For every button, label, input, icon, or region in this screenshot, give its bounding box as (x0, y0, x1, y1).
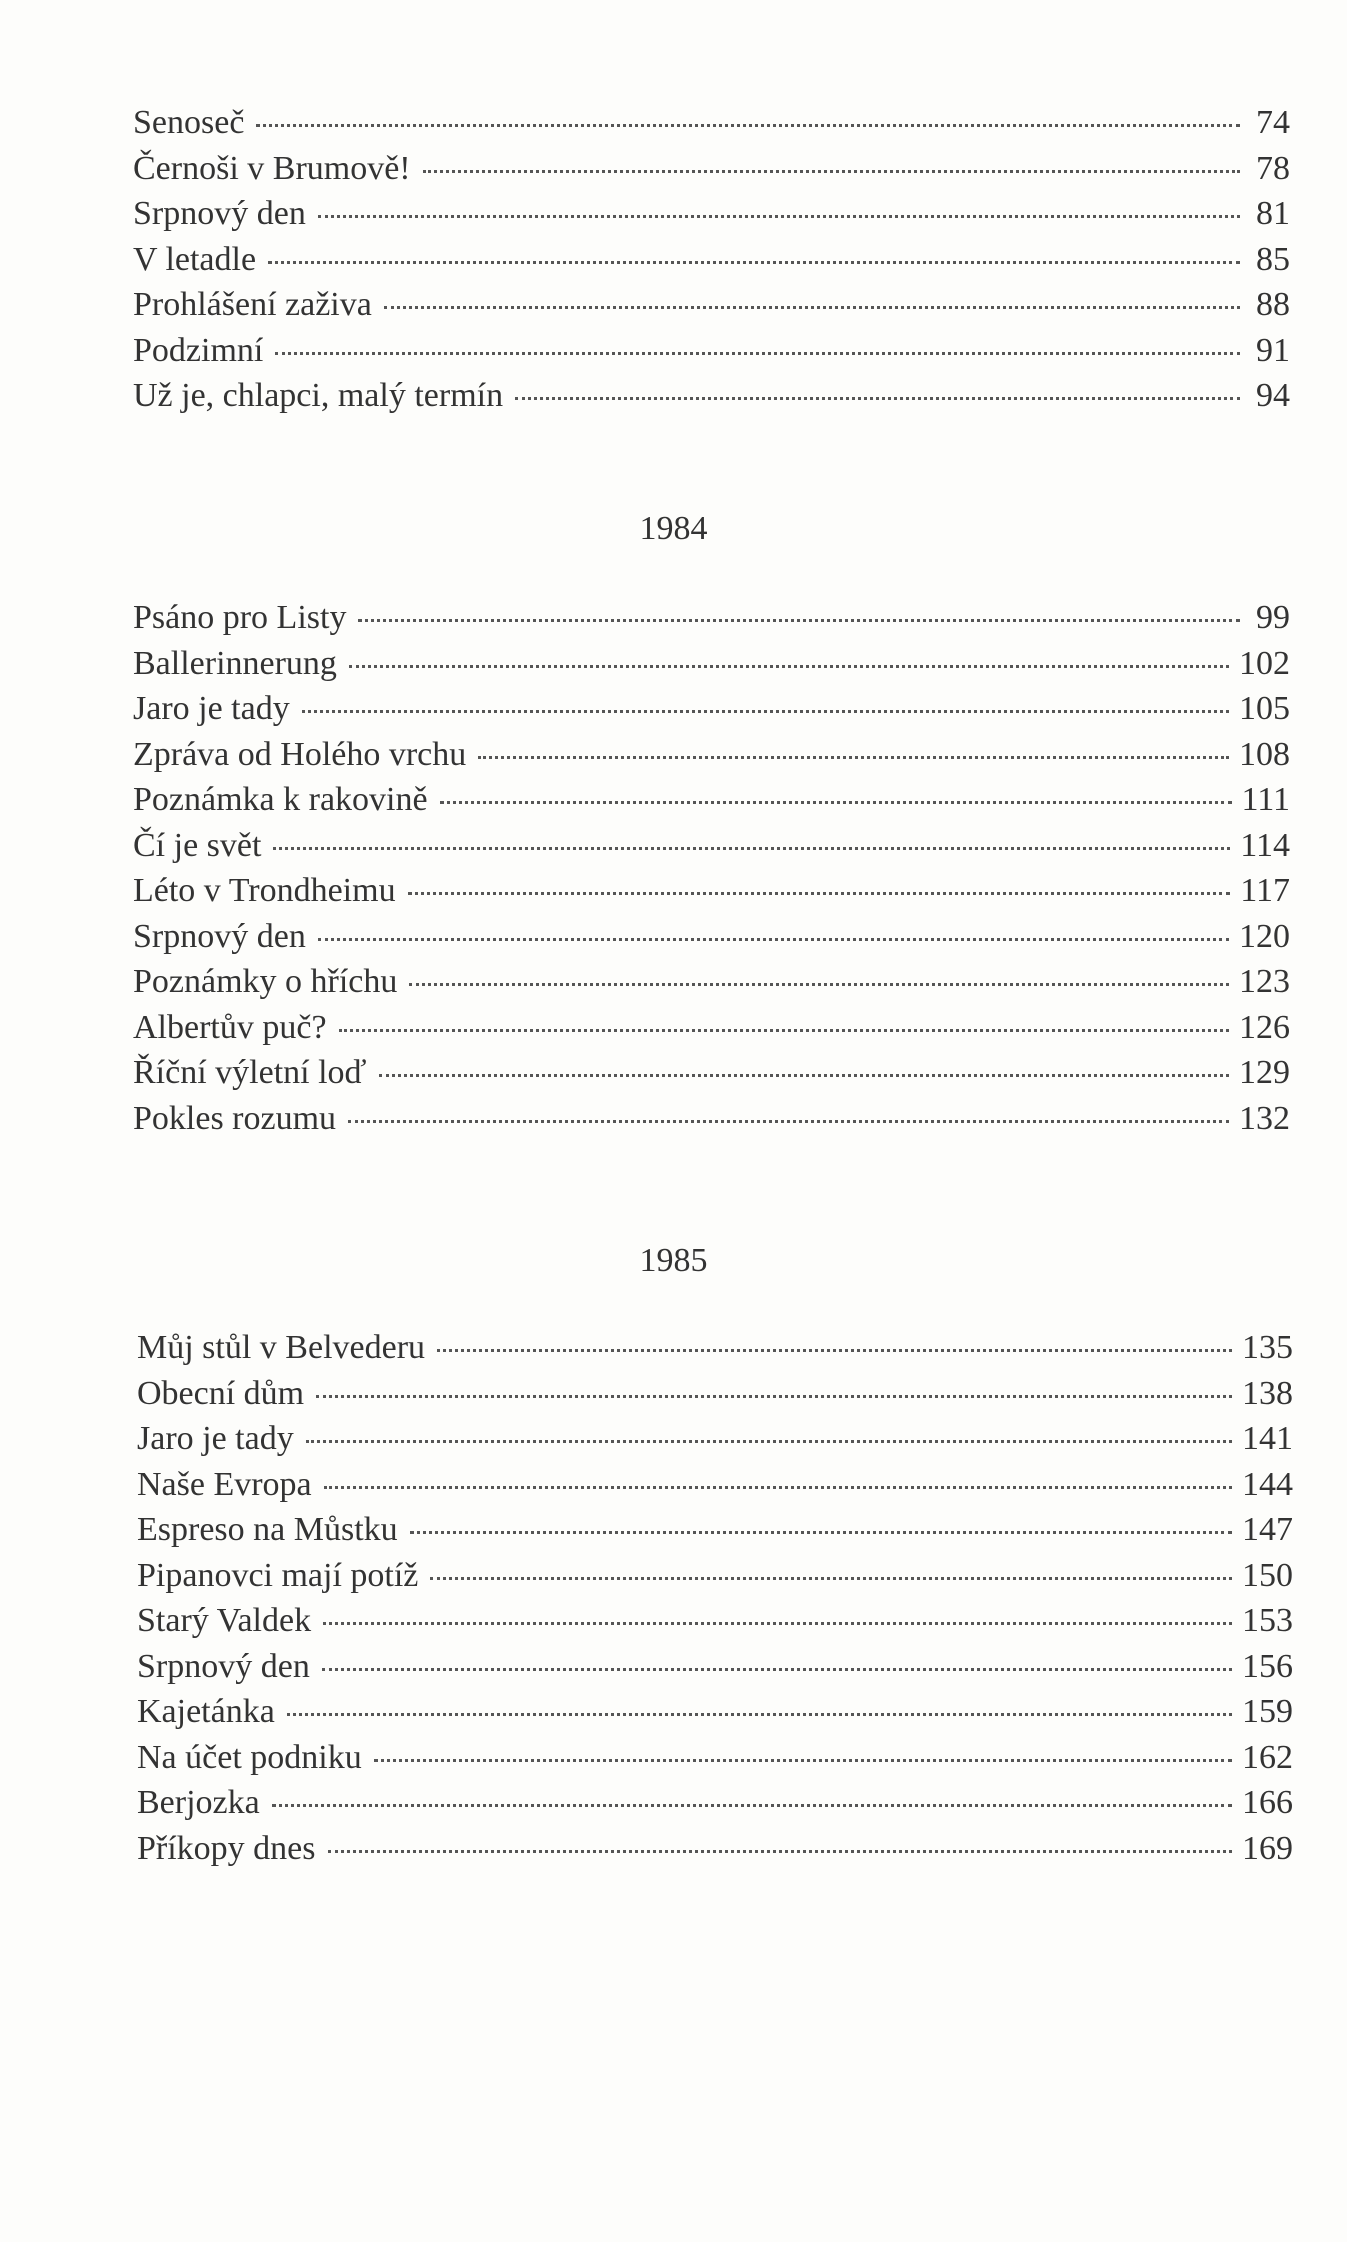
toc-entry (133, 732, 1290, 778)
entry-page-number: 156 (1242, 1647, 1293, 1685)
dot-leader (268, 261, 1240, 264)
dot-leader (358, 619, 1240, 622)
dot-leader (318, 938, 1229, 941)
dot-leader (349, 665, 1229, 668)
entry-title: Podzimní (133, 331, 264, 369)
entry-page-number: 111 (1241, 781, 1290, 818)
toc-entry (137, 1735, 1293, 1781)
toc-entry (137, 1416, 1293, 1462)
entry-title: Zpráva od Holého vrchu (133, 735, 467, 773)
dot-leader (379, 1074, 1229, 1077)
toc-entry (137, 1598, 1293, 1644)
toc-entry (133, 100, 1290, 146)
toc-entry (137, 1826, 1293, 1872)
dot-leader (306, 1440, 1232, 1443)
toc-section-1983 (133, 100, 1290, 419)
dot-leader (322, 1668, 1232, 1671)
entry-page-number: 114 (1240, 826, 1290, 864)
entry-page-number: 144 (1242, 1465, 1293, 1503)
dot-leader (273, 847, 1230, 850)
entry-title: Albertův puč? (133, 1008, 327, 1046)
dot-leader (318, 215, 1240, 218)
dot-leader (323, 1622, 1232, 1625)
toc-entry (133, 959, 1290, 1005)
toc-entry (133, 823, 1290, 869)
entry-page-number: 138 (1242, 1374, 1293, 1412)
entry-page-number: 132 (1239, 1099, 1290, 1137)
entry-title: Poznámka k rakovině (133, 781, 428, 818)
entry-page-number: 91 (1256, 331, 1290, 369)
toc-entry (137, 1325, 1293, 1371)
entry-title: Pokles rozumu (133, 1099, 337, 1137)
entry-title: V letadle (133, 240, 257, 278)
entry-page-number: 88 (1256, 286, 1290, 323)
entry-title: Berjozka (137, 1784, 260, 1821)
entry-page-number: 74 (1256, 104, 1290, 141)
dot-leader (423, 170, 1240, 173)
dot-leader (374, 1759, 1232, 1762)
entry-page-number: 117 (1240, 872, 1290, 909)
toc-entry (137, 1780, 1293, 1826)
toc-entry (137, 1371, 1293, 1417)
dot-leader (316, 1395, 1232, 1398)
dot-leader (515, 397, 1240, 400)
entry-title: Už je, chlapci, malý termín (133, 377, 504, 414)
entry-page-number: 123 (1239, 963, 1290, 1000)
entry-title: Naše Evropa (137, 1465, 312, 1503)
entry-page-number: 150 (1242, 1556, 1293, 1594)
entry-title: Kajetánka (137, 1693, 275, 1730)
entry-page-number: 147 (1242, 1511, 1293, 1548)
dot-leader (409, 983, 1229, 986)
toc-entry (133, 282, 1290, 328)
dot-leader (328, 1850, 1233, 1853)
dot-leader (410, 1531, 1232, 1534)
entry-title: Senoseč (133, 104, 245, 141)
dot-leader (339, 1029, 1229, 1032)
toc-entry (133, 328, 1290, 374)
dot-leader (324, 1486, 1232, 1489)
entry-page-number: 166 (1242, 1784, 1293, 1821)
entry-title: Pipanovci mají potíž (137, 1556, 419, 1594)
toc-section-1985 (137, 1325, 1293, 1871)
dot-leader (302, 710, 1229, 713)
dot-leader (275, 352, 1240, 355)
entry-title: Příkopy dnes (137, 1829, 316, 1867)
entry-title: Srpnový den (133, 195, 306, 232)
dot-leader (348, 1120, 1229, 1123)
dot-leader (272, 1804, 1232, 1807)
toc-entry (137, 1462, 1293, 1508)
entry-title: Srpnový den (133, 917, 306, 955)
entry-title: Psáno pro Listy (133, 599, 347, 636)
dot-leader (478, 756, 1229, 759)
entry-title: Léto v Trondheimu (133, 872, 396, 909)
year-heading-1985: 1985 (639, 1242, 708, 1279)
dot-leader (430, 1577, 1232, 1580)
toc-section-1984 (133, 595, 1290, 1141)
entry-title: Prohlášení zaživa (133, 286, 372, 323)
entry-page-number: 153 (1242, 1602, 1293, 1639)
entry-page-number: 162 (1242, 1738, 1293, 1776)
entry-title: Espreso na Můstku (137, 1511, 398, 1548)
entry-page-number: 169 (1242, 1829, 1293, 1867)
toc-entry (133, 373, 1290, 419)
toc-entry (133, 1005, 1290, 1051)
entry-page-number: 126 (1239, 1008, 1290, 1046)
toc-entry (137, 1553, 1293, 1599)
entry-page-number: 105 (1239, 690, 1290, 727)
dot-leader (256, 124, 1240, 127)
toc-entry (137, 1689, 1293, 1735)
toc-entry (133, 641, 1290, 687)
toc-entry (133, 191, 1290, 237)
entry-title: Jaro je tady (137, 1420, 294, 1457)
entry-title: Obecní dům (137, 1374, 305, 1412)
entry-page-number: 108 (1239, 735, 1290, 773)
entry-page-number: 141 (1242, 1420, 1293, 1457)
entry-page-number: 120 (1239, 917, 1290, 955)
entry-title: Černoši v Brumově! (133, 149, 411, 187)
entry-page-number: 78 (1256, 149, 1290, 187)
year-heading-1984: 1984 (639, 510, 708, 547)
toc-entry (133, 1050, 1290, 1096)
dot-leader (287, 1713, 1232, 1716)
dot-leader (437, 1349, 1232, 1352)
toc-entry (133, 868, 1290, 914)
entry-title: Ballerinnerung (133, 644, 337, 682)
entry-title: Čí je svět (133, 826, 262, 864)
toc-entry (133, 686, 1290, 732)
entry-title: Starý Valdek (137, 1602, 312, 1639)
toc-entry (133, 1096, 1290, 1142)
entry-page-number: 81 (1256, 195, 1290, 232)
entry-page-number: 99 (1256, 599, 1290, 636)
entry-title: Můj stůl v Belvederu (137, 1329, 426, 1366)
dot-leader (408, 892, 1231, 895)
entry-page-number: 129 (1239, 1054, 1290, 1091)
toc-entry (137, 1507, 1293, 1553)
entry-page-number: 85 (1256, 240, 1290, 278)
toc-entry (137, 1644, 1293, 1690)
entry-page-number: 102 (1239, 644, 1290, 682)
entry-page-number: 94 (1256, 377, 1290, 414)
entry-title: Říční výletní loď (133, 1054, 367, 1091)
toc-entry (133, 595, 1290, 641)
toc-entry (133, 777, 1290, 823)
entry-title: Srpnový den (137, 1647, 310, 1685)
entry-title: Na účet podniku (137, 1738, 362, 1776)
toc-entry (133, 146, 1290, 192)
entry-title: Poznámky o hříchu (133, 963, 398, 1000)
toc-entry (133, 237, 1290, 283)
dot-leader (440, 801, 1232, 804)
entry-page-number: 135 (1242, 1329, 1293, 1366)
toc-entry (133, 914, 1290, 960)
entry-page-number: 159 (1242, 1693, 1293, 1730)
dot-leader (384, 306, 1240, 309)
entry-title: Jaro je tady (133, 690, 290, 727)
